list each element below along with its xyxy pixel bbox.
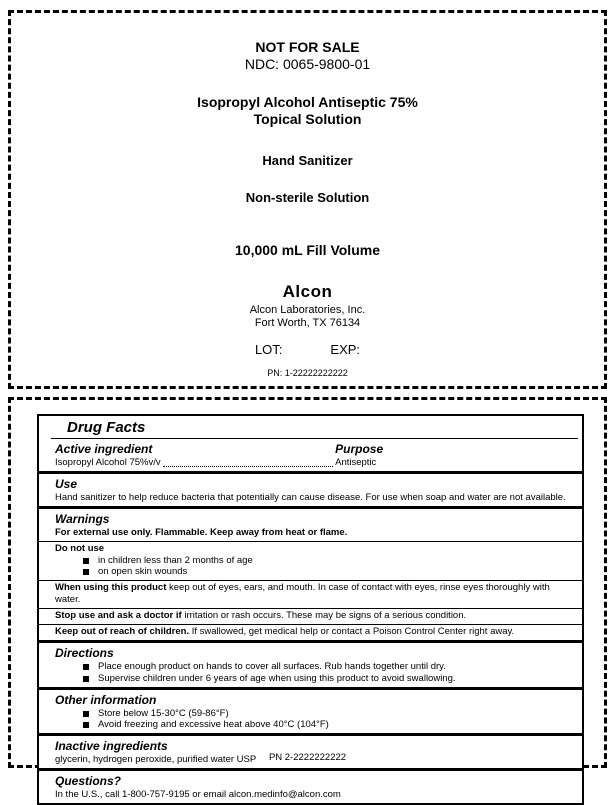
square-bullet-icon xyxy=(83,664,89,670)
active-ingredient-header-row xyxy=(55,440,413,457)
use-section xyxy=(39,471,582,506)
insert-part-number: PN 2-2222222222 xyxy=(268,752,347,763)
purpose-value: Antiseptic xyxy=(335,457,377,468)
product-title-line2: Topical Solution xyxy=(253,111,362,127)
lot-exp-row xyxy=(11,343,604,357)
square-bullet-icon xyxy=(83,676,89,682)
stop-use-text: irritation or rash occurs. These may be signs of a serious condition. xyxy=(181,610,467,621)
active-ingredient-heading: Active ingredient xyxy=(55,442,153,456)
warnings-section xyxy=(39,506,582,541)
manufacturer-text: Alcon Laboratories, Inc. xyxy=(249,304,366,316)
fill-volume-text: 10,000 mL Fill Volume xyxy=(235,242,380,258)
questions-section xyxy=(39,768,582,803)
when-using-text: keep out of eyes, ears, and mouth. In case of contact with eyes, rinse eyes thoroughly with water. xyxy=(55,582,550,606)
drug-facts-title: Drug Facts xyxy=(51,416,578,439)
directions-bullet-2-text: Supervise children under 6 years of age when using this product to avoid swallowing. xyxy=(98,672,456,684)
inactive-ingredients-text: glycerin, hydrogen peroxide, purified water USP xyxy=(55,754,257,766)
dotted-leader xyxy=(163,457,333,467)
use-text: Hand sanitizer to help reduce bacteria that potentially can cause disease. For use when soap and water are not available. xyxy=(55,491,566,503)
questions-text: In the U.S., call 1-800-757-9195 or email alcon.medinfo@alcon.com xyxy=(55,789,341,801)
exp-label: EXP: xyxy=(330,342,361,357)
active-ingredient-value-row xyxy=(55,457,413,469)
keep-out-of-reach-section xyxy=(39,624,582,640)
manufacturer-location-text: Fort Worth, TX 76134 xyxy=(254,317,361,329)
brand-logo-text: Alcon xyxy=(282,282,333,301)
directions-heading: Directions xyxy=(55,645,114,660)
active-ingredient-section xyxy=(39,439,582,471)
when-using-bold-text: When using this product xyxy=(55,582,167,594)
drug-facts-panel xyxy=(8,397,607,801)
warnings-heading: Warnings xyxy=(55,511,110,526)
other-info-bullet-1-text: Store below 15-30°C (59-86°F) xyxy=(98,707,229,719)
questions-heading: Questions? xyxy=(55,774,122,789)
stop-use-section xyxy=(39,608,582,624)
square-bullet-icon xyxy=(83,711,89,717)
directions-bullet-1-text: Place enough product on hands to cover all surfaces. Rub hands together until dry. xyxy=(98,660,446,672)
other-info-bullet-2-text: Avoid freezing and excessive heat above 40°C (104°F) xyxy=(98,719,329,731)
product-type-text: Hand Sanitizer xyxy=(262,153,353,168)
square-bullet-icon xyxy=(83,569,89,575)
drug-facts-box xyxy=(37,414,584,805)
directions-bullet-1 xyxy=(55,661,574,673)
do-not-use-bullet-1 xyxy=(55,555,574,567)
stop-use-bold-text: Stop use and ask a doctor if xyxy=(55,610,182,621)
do-not-use-bullet-2-text: on open skin wounds xyxy=(98,566,188,578)
do-not-use-bullet-1-text: in children less than 2 months of age xyxy=(98,554,253,566)
sterility-text: Non-sterile Solution xyxy=(245,190,370,205)
do-not-use-section xyxy=(39,541,582,581)
carton-part-number: PN: 1-22222222222 xyxy=(267,368,348,378)
inactive-ingredients-heading: Inactive ingredients xyxy=(55,739,168,754)
carton-panel xyxy=(8,10,607,389)
keep-out-bold-text: Keep out of reach of children. xyxy=(55,625,190,637)
product-title-line1: Isopropyl Alcohol Antiseptic 75% xyxy=(197,94,418,110)
keep-out-text: If swallowed, get medical help or contact a Poison Control Center right away. xyxy=(189,625,515,637)
active-ingredient-name: Isopropyl Alcohol 75%v/v xyxy=(55,457,161,468)
when-using-section xyxy=(39,580,582,608)
other-info-bullet-1 xyxy=(55,708,574,720)
square-bullet-icon xyxy=(83,722,89,728)
directions-bullet-2 xyxy=(55,673,574,685)
external-use-warning-text: For external use only. Flammable. Keep away from heat or flame. xyxy=(55,526,348,538)
do-not-use-heading: Do not use xyxy=(55,542,105,554)
purpose-heading: Purpose xyxy=(335,442,384,456)
lot-label: LOT: xyxy=(254,342,283,357)
square-bullet-icon xyxy=(83,558,89,564)
do-not-use-bullet-2 xyxy=(55,566,574,578)
ndc-code: NDC: 0065-9800-01 xyxy=(244,56,371,72)
directions-section xyxy=(39,640,582,687)
other-info-bullet-2 xyxy=(55,719,574,731)
other-information-section xyxy=(39,687,582,734)
use-heading: Use xyxy=(55,476,78,491)
not-for-sale-text: NOT FOR SALE xyxy=(255,39,360,55)
other-information-heading: Other information xyxy=(55,692,157,707)
